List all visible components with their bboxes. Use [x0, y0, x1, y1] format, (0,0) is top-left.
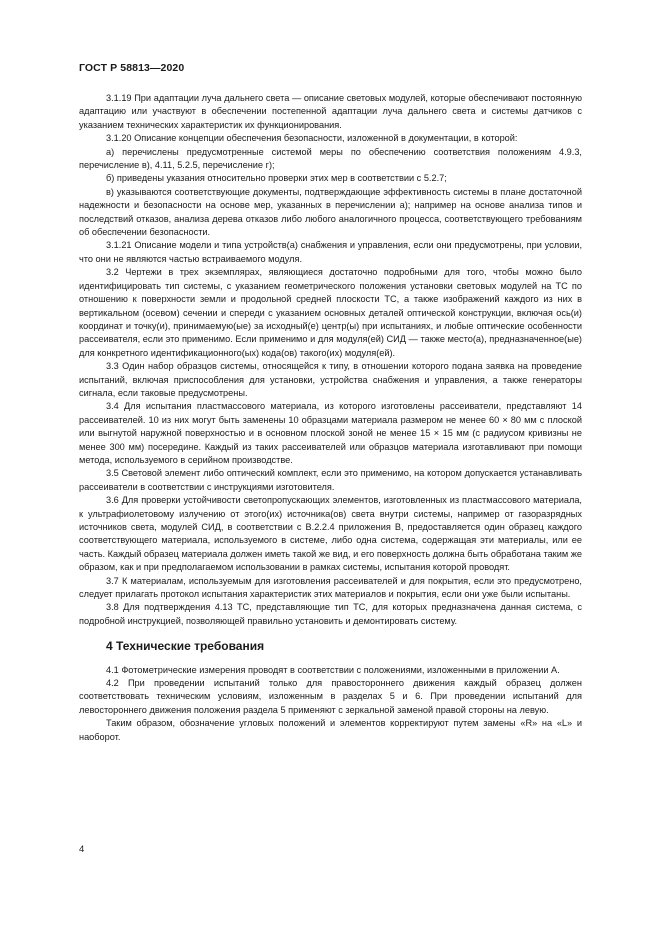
- paragraph: б) приведены указания относительно проверки этих мер в соответствии с 5.2.7;: [106, 173, 447, 184]
- paragraph: 3.2 Чертежи в трех экземплярах, являющиеся достаточно подробными для того, чтобы можно было идентифицировать тип системы, с указанием геометрического положения установки световых модулей на ТС по отношению к поверхности земли и продольной средней плоскости ТС, а также изображений каждого из них в вертикальном (осевом) сечении и спереди с указанием основных деталей оптической конструкции, включая ось(и) координат и точку(и), принимаемую(ые) за исходный(е) центр(ы) при испытаниях, и любые оптические особенности рассеивателя, если это применимо. Если применимо и для модуля(ей) СИД — также место(а), предназначенное(ые) для конкретного идентификационного(ых) кода(ов) такого(их) модуля(ей).: [79, 267, 582, 358]
- paragraph: 3.8 Для подтверждения 4.13 ТС, представляющие тип ТС, для которых предназначена данная система, с подробной инструкцией, позволяющей правильно установить и демонтировать систему.: [79, 602, 582, 626]
- paragraph: а) перечислены предусмотренные системой меры по обеспечению соответствия положениям 4.9.3, перечисление в), 4.11, 5.2.5, перечисление г);: [79, 146, 582, 171]
- document-body: [79, 92, 582, 744]
- paragraph: 4.2 При проведении испытаний только для правостороннего движения каждый образец должен соответствовать техническим условиям, изложенным в разделах 5 и 6. При проведении испытаний для левостороннего движения положения раздела 5 применяют с зеркальной заменой правой стороны на левую.: [79, 678, 582, 715]
- page-number: 4: [79, 844, 85, 855]
- section-title: 4 Технические требования: [106, 639, 265, 654]
- paragraph: в) указываются соответствующие документы, подтверждающие эффективность системы в плане достаточной надежности и безопасности на основе мер, указанных в перечислении а); например на основе анализа типов и последствий отказов, анализа дерева отказов либо любого аналогичного процесса, соответствующего требованиям об обеспечении безопасности.: [79, 186, 582, 238]
- paragraph: 3.3 Один набор образцов системы, относящейся к типу, в отношении которого подана заявка на проведение испытаний, включая приспособления для установки, устройства снабжения и управления, а также генераторы сигнала, если таковые предусмотрены.: [79, 361, 582, 398]
- paragraph: 3.5 Световой элемент либо оптический комплект, если это применимо, на котором допускается устанавливать рассеиватели в соответствии с инструкциями изготовителя.: [79, 468, 582, 492]
- paragraph: 3.6 Для проверки устойчивости светопропускающих элементов, изготовленных из пластмассового материала, к ультрафиолетовому излучению от этого(их) источника(ов) света внутри системы, например от газоразрядных источников света, модулей СИД, в соответствии с В.2.2.4 приложения В, предоставляется один образец каждого соответствующего материала, используемого в системе, либо одна система, содержащая эти материалы, или ее часть. Каждый образец материала должен иметь такой же вид, и его поверхность должна быть обработана таким же образом, как и при предполагаемом использовании в рамках системы, испытания которой проводят.: [79, 495, 582, 573]
- paragraph: 3.1.20 Описание концепции обеспечения безопасности, изложенной в документации, в которой:: [106, 133, 518, 144]
- paragraph: 3.1.21 Описание модели и типа устройств(а) снабжения и управления, если они предусмотрены, при условии, что они не являются частью встраиваемого модуля.: [79, 240, 582, 264]
- paragraph: 3.4 Для испытания пластмассового материала, из которого изготовлены рассеиватели, представляют 14 рассеивателей. 10 из них могут быть заменены 10 образцами материала размером не менее 60 × 80 мм с плоской или выгнутой наружной поверхностью и в основном плоской зоной не менее 15 × 15 мм (с радиусом кривизны не менее 300 мм) посередине. Каждый из таких рассеивателей или образцов материала изготавливают при помощи метода, используемого в серийном производстве.: [79, 401, 582, 465]
- document-header: ГОСТ Р 58813—2020: [79, 62, 185, 74]
- paragraph: 4.1 Фотометрические измерения проводят в соответствии с положениями, изложенными в приложении А.: [106, 664, 560, 675]
- paragraph: 3.1.19 При адаптации луча дальнего света — описание световых модулей, которые обеспечивают постоянную адаптацию или участвуют в обеспечении постепенной адаптации луча дальнего света и системы датчиков с указанием технических характеристик их функционирования.: [79, 93, 582, 130]
- paragraph: Таким образом, обозначение угловых положений и элементов корректируют путем замены «R» на «L» и наоборот.: [79, 718, 582, 742]
- paragraph: 3.7 К материалам, используемым для изготовления рассеивателей и для покрытия, если это предусмотрено, следует прилагать протокол испытания характеристик этих материалов и покрытия, если они уже были испытаны.: [79, 575, 582, 600]
